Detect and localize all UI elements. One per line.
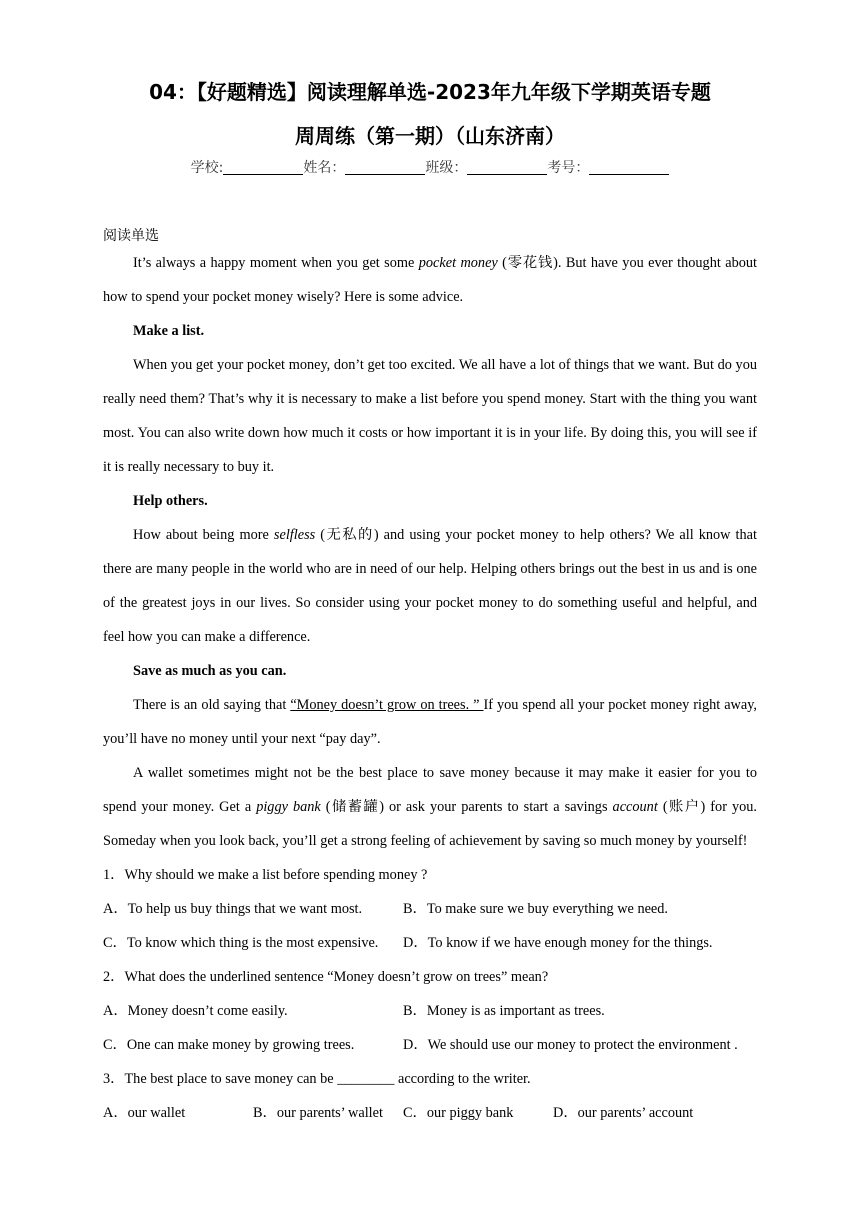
school-label: 学校: — [190, 160, 224, 176]
name-blank[interactable] — [345, 159, 425, 175]
text-run: If you spend all your pocket money right away, you’ll have no money until your next “pay day”. — [103, 697, 758, 747]
class-label: 班级： — [425, 160, 468, 176]
q3-option-c[interactable]: C．our piggy bank — [403, 1105, 514, 1121]
class-blank[interactable] — [467, 159, 547, 175]
heading-make-a-list: Make a list. — [133, 323, 205, 339]
section-label: 阅读单选 — [103, 228, 159, 244]
q3-option-d[interactable]: D．our parents’ account — [553, 1105, 694, 1121]
text-run: How about being more — [133, 527, 274, 543]
q2-option-a[interactable]: A．Money doesn’t come easily. — [103, 1003, 288, 1019]
exam-no-blank[interactable] — [589, 159, 669, 175]
q2-option-b[interactable]: B．Money is as important as trees. — [403, 1003, 605, 1019]
question-2-stem: 2．What does the underlined sentence “Money doesn’t grow on trees” mean? — [103, 969, 549, 985]
text-run: There is an old saying that — [133, 697, 291, 713]
text-run: It’s always a happy moment when you get some — [133, 255, 419, 271]
document-title-line1: 04：【好题精选】阅读理解单选-2023年九年级下学期英语专题 — [149, 80, 711, 104]
text-run: (储蓄罐) or ask your parents to start a savings — [320, 799, 613, 815]
question-1-stem: 1．Why should we make a list before spending money ? — [103, 867, 428, 883]
paragraph-2: When you get your pocket money, don’t get too excited. We all have a lot of things that we want. But do you really need them? That’s why it is necessary to make a list before you spend money. Start with the thing you want most. You can also write down how much it costs or how important it is in your life. By doing this, you will see if it is really necessary to buy it. — [103, 357, 757, 475]
text-run: (无私的) and using your pocket money to help others? We all know that there are many people in the world who are in need of our help. Helping others brings out the best in us and is one of the greatest joys in our lives. So consider using your pocket money to do something useful and helpful, and feel how you can make a difference. — [103, 527, 757, 645]
q3-option-b[interactable]: B．our parents’ wallet — [253, 1105, 383, 1121]
paragraph-5 — [103, 756, 757, 858]
paragraph-3 — [103, 518, 757, 654]
question-3-stem: 3．The best place to save money can be ________ according to the writer. — [103, 1071, 531, 1087]
name-label: 姓名： — [303, 160, 346, 176]
underlined-sentence: “Money doesn’t grow on trees. ” — [290, 697, 484, 713]
term-selfless: selfless — [273, 527, 316, 543]
question-1-options-row2 — [103, 926, 757, 960]
document-title-line2: 周周练（第一期）（山东济南） — [295, 124, 565, 148]
question-3-options-row — [103, 1096, 757, 1130]
term-pocket-money: pocket money — [418, 255, 498, 271]
heading-save: Save as much as you can. — [133, 663, 287, 679]
question-1-options-row1 — [103, 892, 757, 926]
reading-passage — [103, 246, 757, 1130]
text-run: (零花钱). But have you ever thought about how to spend your pocket money wisely? Here is some advice. — [103, 255, 757, 305]
term-account: account — [612, 799, 658, 815]
q2-option-d[interactable]: D．We should use our money to protect the environment . — [403, 1037, 738, 1053]
q2-option-c[interactable]: C．One can make money by growing trees. — [103, 1037, 355, 1053]
q1-option-c[interactable]: C．To know which thing is the most expensive. — [103, 935, 379, 951]
student-info-line — [60, 157, 800, 177]
school-blank[interactable] — [223, 159, 303, 175]
question-2-options-row1 — [103, 994, 757, 1028]
paragraph-4 — [103, 688, 757, 756]
q1-option-b[interactable]: B．To make sure we buy everything we need. — [403, 901, 669, 917]
text-run: (账户) for you. Someday when you look back, you’ll get a strong feeling of achievement by saving so much money by yourself! — [103, 799, 757, 849]
text-run: A wallet sometimes might not be the best place to save money because it may make it easier for you to spend your money. Get a — [103, 765, 757, 815]
paragraph-1 — [103, 246, 757, 314]
q1-option-d[interactable]: D．To know if we have enough money for the things. — [403, 935, 713, 951]
q3-option-a[interactable]: A．our wallet — [103, 1105, 186, 1121]
question-2-options-row2 — [103, 1028, 757, 1062]
q1-option-a[interactable]: A．To help us buy things that we want most. — [103, 901, 363, 917]
exam-no-label: 考号： — [547, 160, 590, 176]
heading-help-others: Help others. — [133, 493, 208, 509]
term-piggy-bank: piggy bank — [256, 799, 321, 815]
